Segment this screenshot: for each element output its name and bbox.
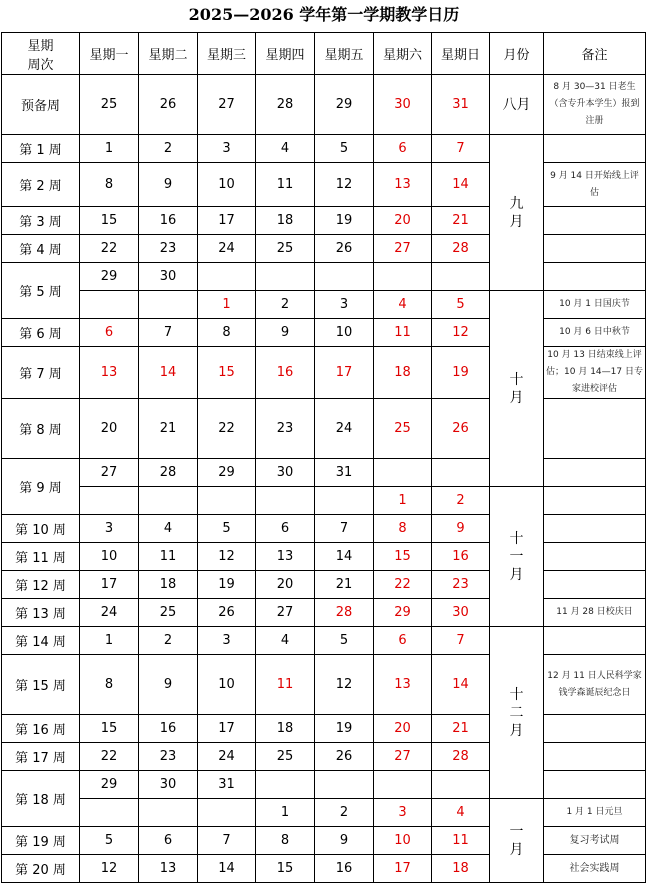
day-cell: 19 [315, 207, 374, 235]
day-cell: 18 [256, 715, 315, 743]
day-cell: 21 [432, 207, 490, 235]
day-cell: 2 [256, 291, 315, 319]
note-cell: 10 月 6 日中秋节 [544, 319, 646, 347]
day-cell: 29 [374, 599, 432, 627]
day-cell: 11 [374, 319, 432, 347]
day-cell [80, 799, 139, 827]
note-cell [544, 459, 646, 487]
header-day: 星期五 [315, 33, 374, 75]
note-cell [544, 399, 646, 459]
day-cell: 16 [139, 715, 198, 743]
day-cell: 7 [432, 627, 490, 655]
week-label: 第 14 周 [2, 627, 80, 655]
day-cell: 21 [315, 571, 374, 599]
table-row [2, 135, 646, 163]
day-cell: 27 [374, 743, 432, 771]
day-cell: 22 [374, 571, 432, 599]
note-cell: 12 月 11 日人民科学家钱学森诞辰纪念日 [544, 655, 646, 715]
day-cell: 23 [256, 399, 315, 459]
day-cell: 4 [432, 799, 490, 827]
table-row [2, 515, 646, 543]
table-row [2, 319, 646, 347]
day-cell: 18 [374, 347, 432, 399]
day-cell: 6 [80, 319, 139, 347]
day-cell: 8 [374, 515, 432, 543]
page-title: 2025—2026 学年第一学期教学日历 [188, 5, 460, 24]
day-cell [80, 291, 139, 319]
day-cell: 25 [256, 743, 315, 771]
day-cell [374, 459, 432, 487]
week-label: 第 20 周 [2, 855, 80, 883]
note-cell [544, 135, 646, 163]
day-cell: 19 [432, 347, 490, 399]
day-cell: 24 [315, 399, 374, 459]
note-cell: 9 月 14 日开始线上评估 [544, 163, 646, 207]
note-cell: 1 月 1 日元旦 [544, 799, 646, 827]
day-cell: 16 [432, 543, 490, 571]
day-cell: 19 [198, 571, 256, 599]
day-cell: 1 [80, 135, 139, 163]
day-cell: 7 [432, 135, 490, 163]
day-cell: 1 [198, 291, 256, 319]
day-cell: 14 [315, 543, 374, 571]
day-cell: 1 [256, 799, 315, 827]
week-label: 第 7 周 [2, 347, 80, 399]
day-cell: 18 [256, 207, 315, 235]
day-cell: 13 [256, 543, 315, 571]
day-cell [139, 487, 198, 515]
day-cell: 7 [198, 827, 256, 855]
day-cell: 14 [432, 163, 490, 207]
note-cell [544, 543, 646, 571]
day-cell [139, 291, 198, 319]
note-cell: 社会实践周 [544, 855, 646, 883]
week-label: 第 10 周 [2, 515, 80, 543]
note-cell [544, 771, 646, 799]
week-label: 第 19 周 [2, 827, 80, 855]
day-cell: 1 [374, 487, 432, 515]
day-cell [315, 771, 374, 799]
day-cell: 11 [256, 163, 315, 207]
day-cell [256, 771, 315, 799]
week-label: 第 2 周 [2, 163, 80, 207]
day-cell: 4 [256, 627, 315, 655]
day-cell: 5 [315, 135, 374, 163]
day-cell [198, 487, 256, 515]
day-cell: 6 [374, 135, 432, 163]
month-cell: 八月 [490, 75, 544, 135]
note-cell: 11 月 28 日校庆日 [544, 599, 646, 627]
day-cell: 7 [315, 515, 374, 543]
day-cell: 12 [315, 163, 374, 207]
table-row [2, 799, 646, 827]
day-cell [198, 799, 256, 827]
table-row [2, 827, 646, 855]
day-cell: 30 [374, 75, 432, 135]
day-cell: 5 [80, 827, 139, 855]
day-cell: 5 [315, 627, 374, 655]
table-row [2, 291, 646, 319]
week-label: 第 5 周 [2, 263, 80, 319]
day-cell: 4 [139, 515, 198, 543]
day-cell: 9 [315, 827, 374, 855]
day-cell: 16 [315, 855, 374, 883]
note-cell: 10 月 1 日国庆节 [544, 291, 646, 319]
day-cell: 21 [139, 399, 198, 459]
day-cell [432, 263, 490, 291]
day-cell: 3 [374, 799, 432, 827]
note-cell [544, 627, 646, 655]
day-cell: 25 [80, 75, 139, 135]
day-cell: 5 [198, 515, 256, 543]
day-cell: 10 [198, 163, 256, 207]
day-cell: 29 [198, 459, 256, 487]
day-cell [256, 263, 315, 291]
day-cell: 4 [256, 135, 315, 163]
day-cell: 13 [374, 163, 432, 207]
header-day: 星期日 [432, 33, 490, 75]
day-cell: 10 [80, 543, 139, 571]
day-cell: 15 [80, 715, 139, 743]
table-row [2, 207, 646, 235]
day-cell: 24 [80, 599, 139, 627]
day-cell: 2 [139, 627, 198, 655]
note-cell: 8 月 30—31 日老生（含专升本学生）报到注册 [544, 75, 646, 135]
table-row [2, 163, 646, 207]
day-cell: 8 [198, 319, 256, 347]
day-cell: 10 [374, 827, 432, 855]
day-cell: 29 [80, 263, 139, 291]
month-cell: 一 月 [490, 799, 544, 883]
table-row [2, 235, 646, 263]
week-label: 第 9 周 [2, 459, 80, 515]
day-cell: 29 [80, 771, 139, 799]
week-label: 第 6 周 [2, 319, 80, 347]
day-cell: 16 [139, 207, 198, 235]
week-label: 第 8 周 [2, 399, 80, 459]
day-cell: 24 [198, 235, 256, 263]
day-cell [198, 263, 256, 291]
day-cell: 11 [432, 827, 490, 855]
week-label: 第 4 周 [2, 235, 80, 263]
day-cell: 9 [432, 515, 490, 543]
day-cell: 29 [315, 75, 374, 135]
table-row [2, 543, 646, 571]
day-cell: 8 [256, 827, 315, 855]
table-row [2, 855, 646, 883]
day-cell: 12 [198, 543, 256, 571]
table-row [2, 399, 646, 459]
table-row [2, 487, 646, 515]
day-cell: 23 [432, 571, 490, 599]
day-cell: 23 [139, 235, 198, 263]
day-cell: 30 [139, 771, 198, 799]
day-cell: 27 [374, 235, 432, 263]
day-cell: 12 [315, 655, 374, 715]
day-cell: 30 [432, 599, 490, 627]
table-row [2, 715, 646, 743]
week-label: 第 15 周 [2, 655, 80, 715]
day-cell: 2 [432, 487, 490, 515]
header-row [2, 33, 646, 75]
day-cell: 10 [315, 319, 374, 347]
day-cell: 22 [198, 399, 256, 459]
day-cell: 15 [80, 207, 139, 235]
week-label: 第 17 周 [2, 743, 80, 771]
day-cell: 4 [374, 291, 432, 319]
day-cell: 31 [315, 459, 374, 487]
day-cell [432, 771, 490, 799]
day-cell: 3 [198, 135, 256, 163]
month-cell: 十 月 [490, 291, 544, 487]
table-row [2, 459, 646, 487]
day-cell: 26 [139, 75, 198, 135]
day-cell: 2 [315, 799, 374, 827]
week-label: 第 11 周 [2, 543, 80, 571]
day-cell: 20 [256, 571, 315, 599]
day-cell [374, 263, 432, 291]
note-cell [544, 235, 646, 263]
day-cell: 18 [139, 571, 198, 599]
header-day: 星期二 [139, 33, 198, 75]
day-cell: 28 [315, 599, 374, 627]
day-cell: 6 [374, 627, 432, 655]
day-cell: 19 [315, 715, 374, 743]
day-cell: 2 [139, 135, 198, 163]
day-cell: 28 [432, 743, 490, 771]
day-cell: 24 [198, 743, 256, 771]
day-cell: 20 [80, 399, 139, 459]
header-month: 月份 [490, 33, 544, 75]
day-cell: 14 [198, 855, 256, 883]
day-cell: 12 [80, 855, 139, 883]
day-cell: 17 [374, 855, 432, 883]
day-cell: 9 [139, 163, 198, 207]
table-row [2, 771, 646, 799]
day-cell: 14 [139, 347, 198, 399]
header-note: 备注 [544, 33, 646, 75]
day-cell: 23 [139, 743, 198, 771]
day-cell: 16 [256, 347, 315, 399]
table-row [2, 75, 646, 135]
day-cell: 28 [139, 459, 198, 487]
day-cell: 17 [315, 347, 374, 399]
day-cell: 15 [374, 543, 432, 571]
day-cell: 18 [432, 855, 490, 883]
day-cell: 8 [80, 655, 139, 715]
note-cell: 复习考试周 [544, 827, 646, 855]
day-cell: 7 [139, 319, 198, 347]
table-row [2, 743, 646, 771]
day-cell: 3 [315, 291, 374, 319]
day-cell: 27 [256, 599, 315, 627]
day-cell: 25 [256, 235, 315, 263]
day-cell: 30 [256, 459, 315, 487]
header-day: 星期三 [198, 33, 256, 75]
day-cell [315, 487, 374, 515]
day-cell: 22 [80, 743, 139, 771]
day-cell: 6 [256, 515, 315, 543]
day-cell: 21 [432, 715, 490, 743]
day-cell: 13 [139, 855, 198, 883]
day-cell: 8 [80, 163, 139, 207]
day-cell: 31 [432, 75, 490, 135]
day-cell [315, 263, 374, 291]
table-row [2, 571, 646, 599]
day-cell: 1 [80, 627, 139, 655]
day-cell: 26 [315, 235, 374, 263]
note-cell [544, 515, 646, 543]
day-cell: 13 [80, 347, 139, 399]
week-label: 第 13 周 [2, 599, 80, 627]
day-cell: 28 [256, 75, 315, 135]
note-cell [544, 207, 646, 235]
week-label: 第 3 周 [2, 207, 80, 235]
day-cell: 27 [198, 75, 256, 135]
day-cell: 26 [198, 599, 256, 627]
day-cell: 13 [374, 655, 432, 715]
day-cell: 3 [198, 627, 256, 655]
week-label: 第 1 周 [2, 135, 80, 163]
day-cell: 12 [432, 319, 490, 347]
day-cell: 9 [256, 319, 315, 347]
day-cell: 14 [432, 655, 490, 715]
table-row [2, 347, 646, 399]
header-day: 星期四 [256, 33, 315, 75]
day-cell [80, 487, 139, 515]
table-row [2, 627, 646, 655]
week-label: 第 16 周 [2, 715, 80, 743]
day-cell: 15 [198, 347, 256, 399]
day-cell: 6 [139, 827, 198, 855]
day-cell: 30 [139, 263, 198, 291]
note-cell: 10 月 13 日结束线上评估；10 月 14—17 日专家进校评估 [544, 347, 646, 399]
note-cell [544, 715, 646, 743]
header-day: 星期六 [374, 33, 432, 75]
table-row [2, 263, 646, 291]
day-cell [374, 771, 432, 799]
note-cell [544, 487, 646, 515]
day-cell: 31 [198, 771, 256, 799]
day-cell: 26 [432, 399, 490, 459]
day-cell: 5 [432, 291, 490, 319]
table-row [2, 655, 646, 715]
week-label: 第 12 周 [2, 571, 80, 599]
day-cell: 15 [256, 855, 315, 883]
month-cell: 十 二 月 [490, 627, 544, 799]
week-label: 预备周 [2, 75, 80, 135]
day-cell: 27 [80, 459, 139, 487]
month-cell: 九 月 [490, 135, 544, 291]
header-day: 星期一 [80, 33, 139, 75]
day-cell: 11 [139, 543, 198, 571]
week-label: 第 18 周 [2, 771, 80, 827]
day-cell: 9 [139, 655, 198, 715]
day-cell: 20 [374, 207, 432, 235]
day-cell: 10 [198, 655, 256, 715]
day-cell [432, 459, 490, 487]
table-row [2, 599, 646, 627]
day-cell: 25 [374, 399, 432, 459]
month-cell: 十 一 月 [490, 487, 544, 627]
day-cell: 28 [432, 235, 490, 263]
day-cell: 17 [198, 715, 256, 743]
day-cell: 20 [374, 715, 432, 743]
day-cell: 22 [80, 235, 139, 263]
day-cell [139, 799, 198, 827]
day-cell: 25 [139, 599, 198, 627]
day-cell: 11 [256, 655, 315, 715]
day-cell: 17 [80, 571, 139, 599]
day-cell: 3 [80, 515, 139, 543]
header-corner: 星期 周次 [2, 33, 80, 75]
note-cell [544, 571, 646, 599]
day-cell: 26 [315, 743, 374, 771]
calendar-table [1, 32, 646, 883]
day-cell: 17 [198, 207, 256, 235]
day-cell [256, 487, 315, 515]
note-cell [544, 743, 646, 771]
note-cell [544, 263, 646, 291]
